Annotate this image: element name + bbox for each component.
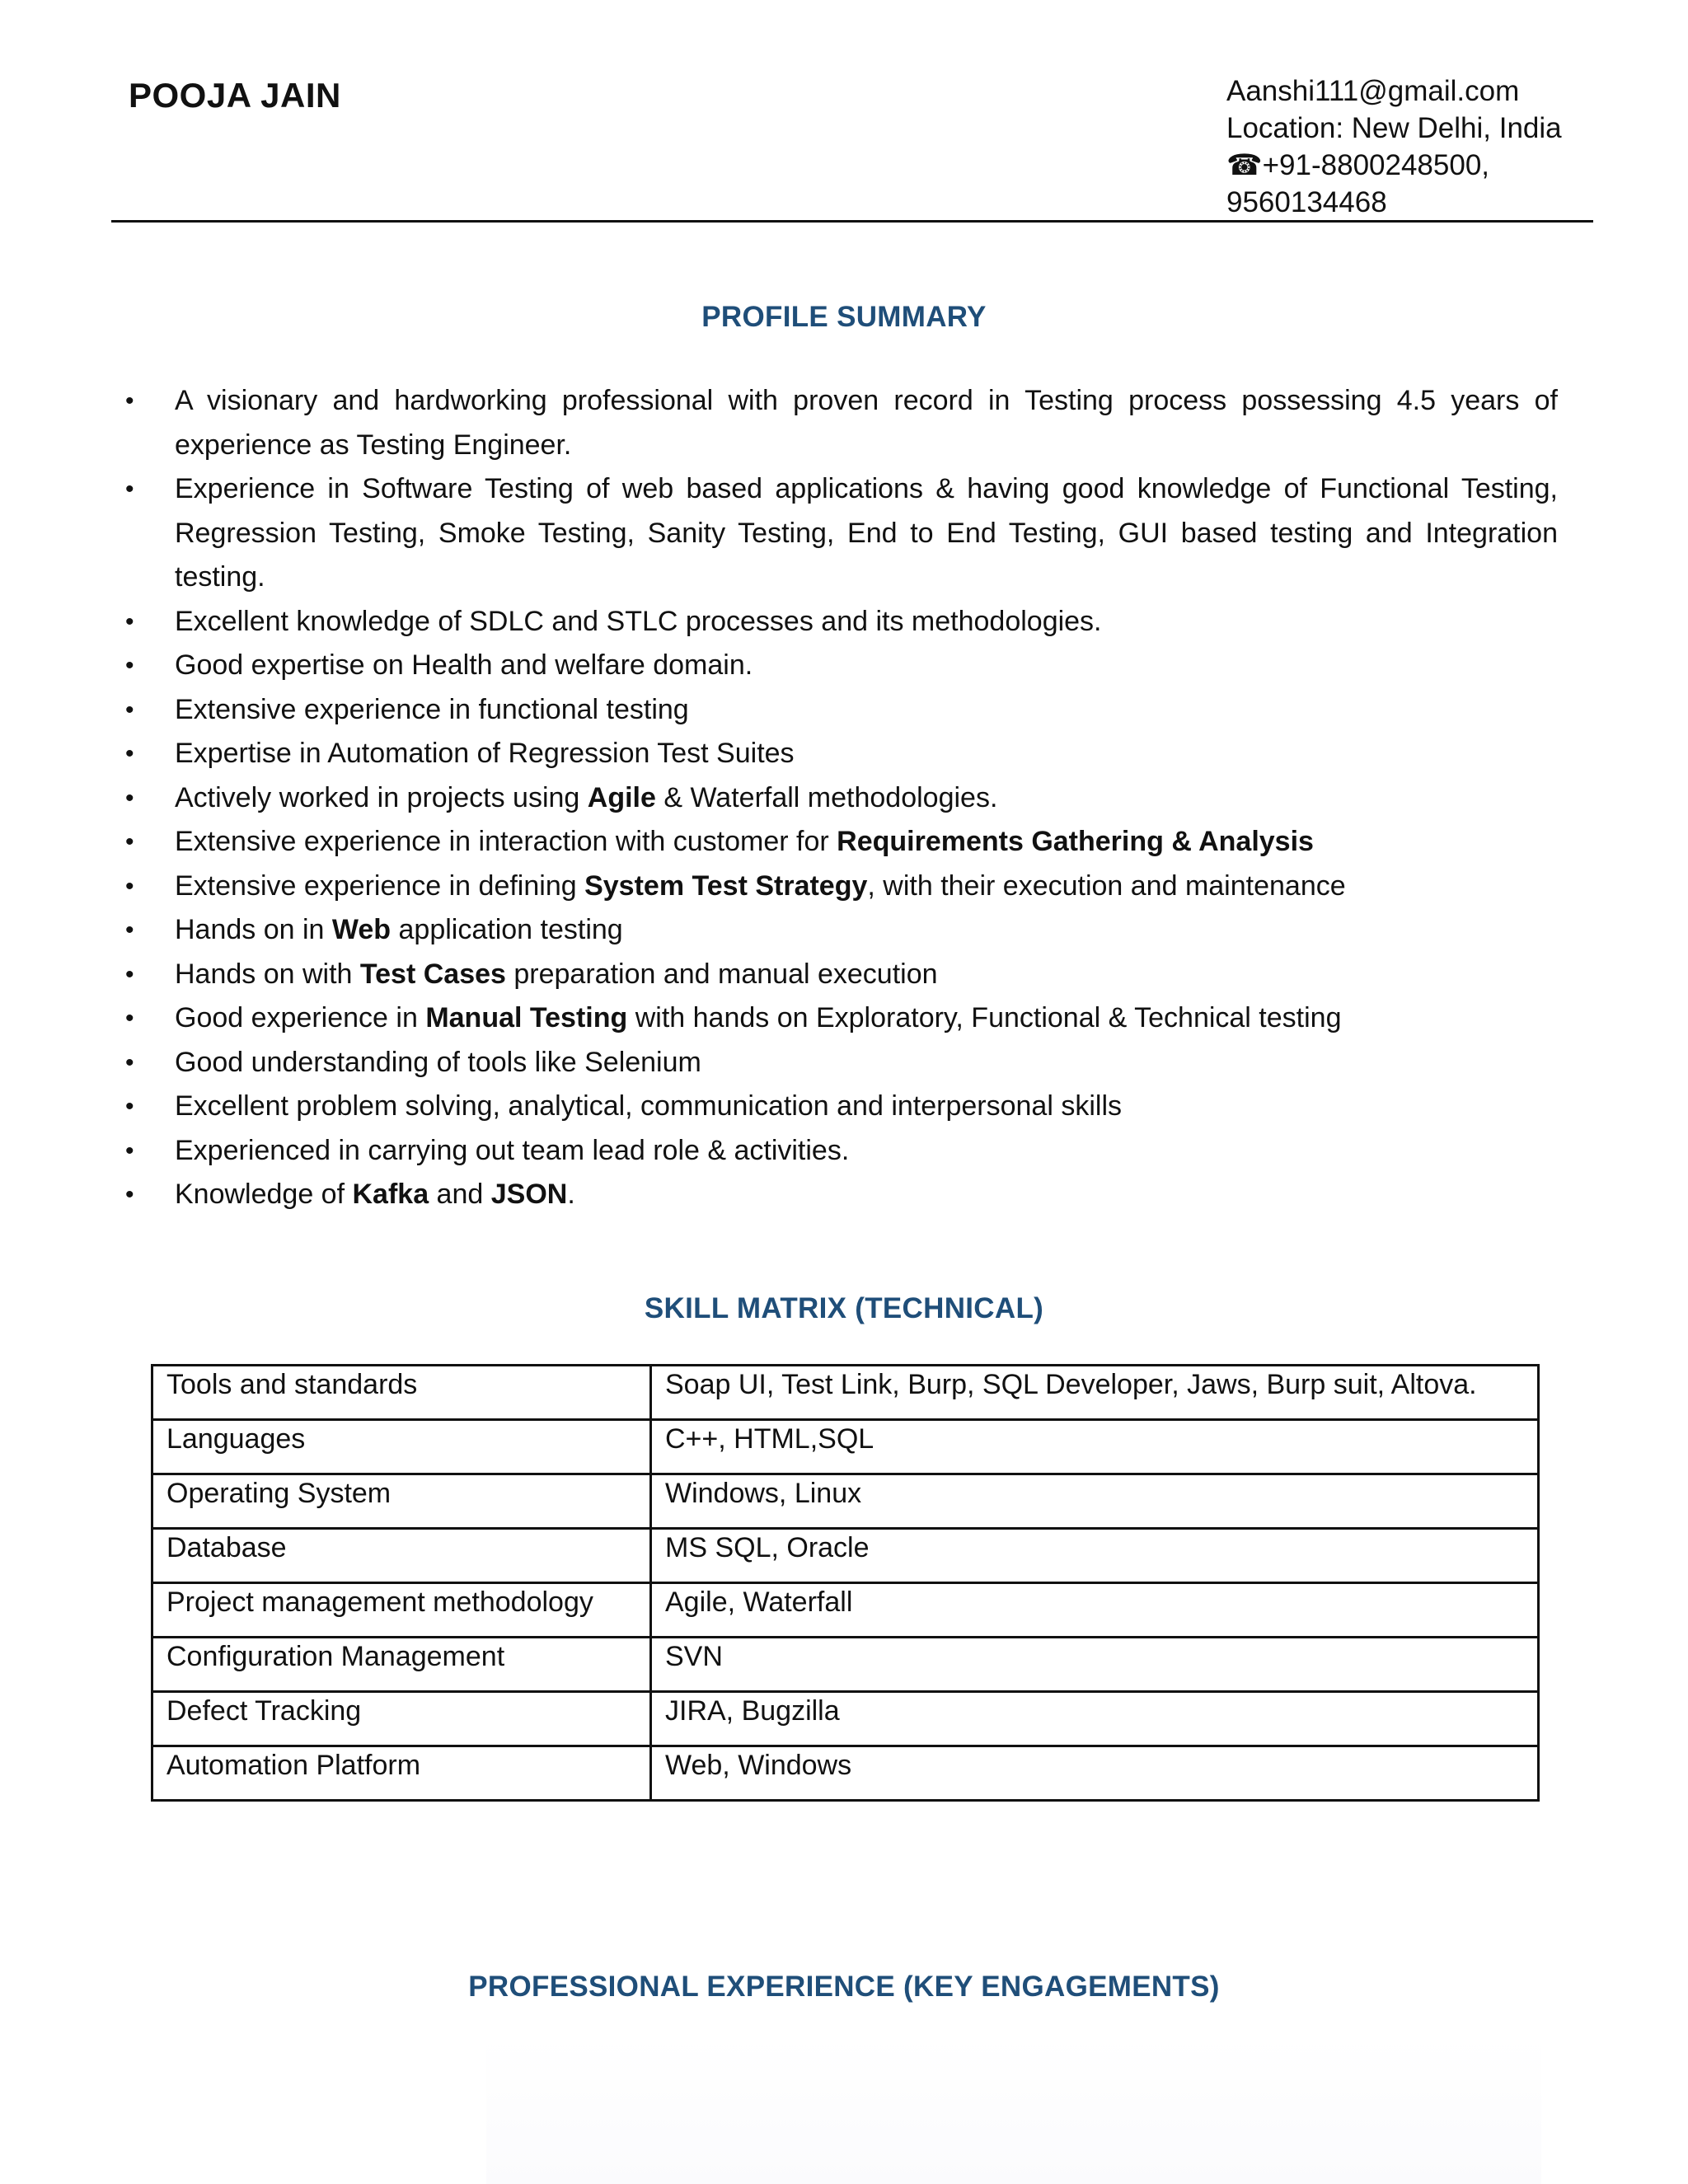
bullet-icon: • (125, 872, 134, 900)
skill-values: Agile, Waterfall (651, 1583, 1539, 1638)
summary-item-text: Hands on in (175, 914, 332, 945)
skill-row (152, 1692, 1539, 1746)
skill-values: MS SQL, Oracle (651, 1529, 1539, 1583)
skill-category: Project management methodology (152, 1583, 651, 1638)
bullet-icon: • (125, 740, 134, 767)
skill-row (152, 1529, 1539, 1583)
summary-item (124, 1173, 1558, 1217)
summary-item (124, 1085, 1558, 1129)
bullet-icon: • (125, 784, 134, 812)
bullet-icon: • (125, 1005, 134, 1032)
summary-item (124, 776, 1558, 821)
summary-item (124, 1041, 1558, 1085)
skill-category: Database (152, 1529, 651, 1583)
header-divider (111, 220, 1593, 223)
skill-values: JIRA, Bugzilla (651, 1692, 1539, 1746)
bullet-icon: • (125, 387, 134, 415)
summary-item-bold-text: System Test Strategy (584, 869, 868, 902)
skill-row (152, 1583, 1539, 1638)
skill-row (152, 1638, 1539, 1692)
summary-item (124, 467, 1558, 600)
summary-item (124, 820, 1558, 865)
summary-item-text: Expertise in Automation of Regression Test Suites (175, 738, 795, 769)
faint-background-area (486, 2036, 1541, 2184)
summary-item (124, 908, 1558, 953)
skill-values: SVN (651, 1638, 1539, 1692)
phone-primary: +91-8800248500, (1262, 149, 1490, 181)
summary-item-text: Extensive experience in interaction with customer for (175, 826, 837, 857)
summary-item-bold-text: Manual Testing (425, 1002, 628, 1033)
skill-row (152, 1366, 1539, 1420)
summary-item (124, 732, 1558, 776)
bullet-icon: • (125, 1137, 134, 1165)
summary-item (124, 600, 1558, 644)
skill-values: Windows, Linux (651, 1474, 1539, 1529)
summary-item-text: Knowledge of (175, 1179, 353, 1210)
email: Aanshi111@gmail.com (1226, 75, 1520, 107)
summary-item-text: Good experience in (175, 1002, 426, 1033)
bullet-icon: • (125, 828, 134, 855)
bullet-icon: • (125, 476, 134, 503)
bullet-icon: • (125, 696, 134, 724)
summary-item-text: Hands on with (175, 958, 360, 990)
skill-matrix-table (151, 1364, 1540, 1802)
summary-item (124, 996, 1558, 1041)
summary-item (124, 1129, 1558, 1174)
skill-values: Soap UI, Test Link, Burp, SQL Developer, Jaws, Burp suit, Altova. (651, 1366, 1539, 1420)
summary-item-bold-text: Web (331, 914, 392, 945)
summary-item-text: Extensive experience in defining (175, 869, 585, 902)
summary-item-text: . (567, 1179, 575, 1210)
experience-heading: PROFESSIONAL EXPERIENCE (KEY ENGAGEMENTS) (468, 1971, 1220, 2003)
phone-line (1226, 147, 1589, 184)
summary-item-text: Experienced in carrying out team lead role & activities. (175, 1134, 850, 1166)
summary-item-bold-text: Agile (587, 781, 656, 813)
summary-item-text: & Waterfall methodologies. (655, 781, 998, 813)
profile-summary-heading: PROFILE SUMMARY (701, 301, 987, 333)
profile-summary-list (124, 379, 1558, 1217)
summary-item-bold-text: Kafka (352, 1179, 429, 1210)
bullet-icon: • (125, 607, 134, 635)
summary-item-text: Good expertise on Health and welfare domain. (175, 649, 753, 681)
summary-item-text: Extensive experience in functional testing (175, 693, 689, 725)
summary-item-text: application testing (391, 914, 623, 945)
bullet-icon: • (125, 960, 134, 988)
summary-item (124, 644, 1558, 688)
location: Location: New Delhi, India (1226, 112, 1562, 144)
summary-item-text: Excellent problem solving, analytical, communication and interpersonal skills (175, 1090, 1122, 1122)
summary-item-text: A visionary and hardworking professional with proven record in Testing process possessing 4.5 years of experience as Testing Engineer. (175, 385, 1558, 461)
bullet-icon: • (125, 1093, 134, 1120)
skill-matrix-heading: SKILL MATRIX (TECHNICAL) (644, 1292, 1044, 1324)
skill-category: Defect Tracking (152, 1692, 651, 1746)
summary-item-text: and (429, 1179, 491, 1210)
summary-item-text: Actively worked in projects using (175, 781, 588, 813)
summary-item (124, 865, 1558, 909)
skill-category: Tools and standards (152, 1366, 651, 1420)
summary-item-text: , with their execution and maintenance (867, 869, 1346, 902)
skill-category: Operating System (152, 1474, 651, 1529)
telephone-icon: ☎ (1226, 149, 1263, 181)
bullet-icon: • (125, 1048, 134, 1076)
candidate-name: POOJA JAIN (129, 76, 341, 115)
summary-item-bold-text: Test Cases (359, 958, 506, 990)
summary-item (124, 379, 1558, 467)
skill-category: Languages (152, 1420, 651, 1474)
summary-item-text: preparation and manual execution (505, 958, 938, 990)
skill-row (152, 1746, 1539, 1801)
summary-item (124, 953, 1558, 997)
bullet-icon: • (125, 1181, 134, 1208)
summary-item-text: Excellent knowledge of SDLC and STLC processes and its methodologies. (175, 605, 1102, 637)
skill-row (152, 1474, 1539, 1529)
bullet-icon: • (125, 652, 134, 679)
summary-item-text: with hands on Exploratory, Functional & Technical testing (627, 1002, 1342, 1033)
skill-values: C++, HTML,SQL (651, 1420, 1539, 1474)
summary-item-bold-text: JSON (490, 1179, 568, 1210)
phone-secondary: 9560134468 (1226, 186, 1387, 218)
bullet-icon: • (125, 916, 134, 944)
summary-item-text: Good understanding of tools like Selenium (175, 1046, 701, 1078)
skill-category: Automation Platform (152, 1746, 651, 1801)
summary-item (124, 688, 1558, 733)
summary-item-text: Experience in Software Testing of web based applications & having good knowledge of Functional Testing, Regression Testing, Smoke Testing, Sanity Testing, End to End Testing, GUI based testing and Integration testing. (175, 473, 1558, 593)
skill-values: Web, Windows (651, 1746, 1539, 1801)
skill-category: Configuration Management (152, 1638, 651, 1692)
summary-item-bold-text: Requirements Gathering & Analysis (837, 826, 1314, 857)
skill-row (152, 1420, 1539, 1474)
contact-block (1226, 73, 1589, 221)
